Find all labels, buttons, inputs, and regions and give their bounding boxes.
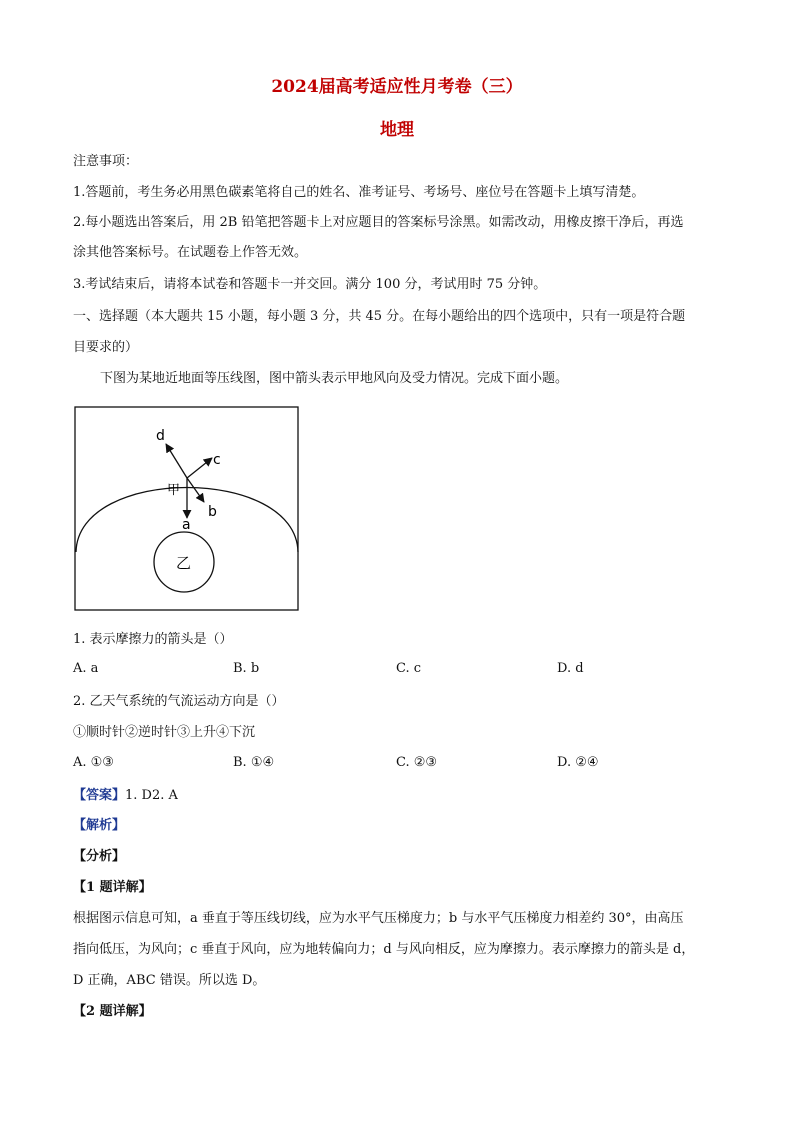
label-d: d (156, 428, 165, 444)
answer-text: 1. D2. A (125, 788, 178, 803)
q1-detail-line-3: D 正确，ABC 错误。所以选 D。 (73, 973, 266, 988)
notice-heading: 注意事项： (73, 154, 139, 169)
q2-choices: ①顺时针②逆时针③上升④下沉 (73, 725, 256, 740)
q2-stem: 2. 乙天气系统的气流运动方向是（） (73, 694, 285, 709)
section-heading-line-2: 目要求的） (73, 340, 139, 355)
q1-option-d[interactable]: D. d (557, 661, 584, 676)
q1-detail-line-2: 指向低压，为风向；c 垂直于风向，应为地转偏向力；d 与风向相反，应为摩擦力。表示摩擦力的箭头是 d， (73, 942, 695, 957)
q1-option-a[interactable]: A. a (73, 661, 99, 676)
label-jia: 甲 (167, 483, 181, 498)
q1-stem: 1. 表示摩擦力的箭头是（） (73, 632, 233, 647)
q2-option-c[interactable]: C. ②③ (396, 755, 438, 770)
label-a: a (182, 517, 191, 533)
fenxi-tag: 【分析】 (73, 849, 126, 864)
q1-option-c[interactable]: C. c (396, 661, 422, 676)
section-heading-line-1: 一、选择题（本大题共 15 小题，每小题 3 分，共 45 分。在每小题给出的四个选项中，只有一项是符合题 (73, 309, 686, 324)
subject-title: 地理 (380, 120, 414, 140)
q1-detail-line-1: 根据图示信息可知，a 垂直于等压线切线，应为水平气压梯度力；b 与水平气压梯度力相差约 30°，由高压 (73, 911, 684, 926)
figure-intro: 下图为某地近地面等压线图，图中箭头表示甲地风向及受力情况。完成下面小题。 (100, 371, 569, 386)
q2-option-a[interactable]: A. ①③ (73, 755, 114, 770)
answer-tag: 【答案】 (73, 788, 126, 803)
exam-title: 2024届高考适应性月考卷（三） (271, 77, 523, 97)
notice-item-1: 1.答题前，考生务必用黑色碳素笔将自己的姓名、准考证号、考场号、座位号在答题卡上填写清楚。 (73, 185, 645, 200)
q2-option-d[interactable]: D. ②④ (557, 755, 599, 770)
answer-line (73, 786, 723, 806)
label-b: b (208, 504, 217, 520)
q1-detail-tag: 【1 题详解】 (73, 880, 152, 895)
isobar-figure (74, 406, 300, 612)
label-c: c (213, 452, 221, 468)
notice-item-3: 3.考试结束后，请将本试卷和答题卡一并交回。满分 100 分，考试用时 75 分钟。 (73, 277, 547, 292)
notice-item-2-line-2: 涂其他答案标号。在试题卷上作答无效。 (73, 245, 308, 260)
analysis-tag: 【解析】 (73, 818, 126, 833)
label-yi: 乙 (176, 554, 192, 572)
q2-option-b[interactable]: B. ①④ (233, 755, 275, 770)
notice-item-2-line-1: 2.每小题选出答案后，用 2B 铅笔把答题卡上对应题目的答案标号涂黑。如需改动，用橡皮擦干净后，再选 (73, 215, 684, 230)
q2-detail-tag: 【2 题详解】 (73, 1004, 152, 1019)
q1-option-b[interactable]: B. b (233, 661, 260, 676)
